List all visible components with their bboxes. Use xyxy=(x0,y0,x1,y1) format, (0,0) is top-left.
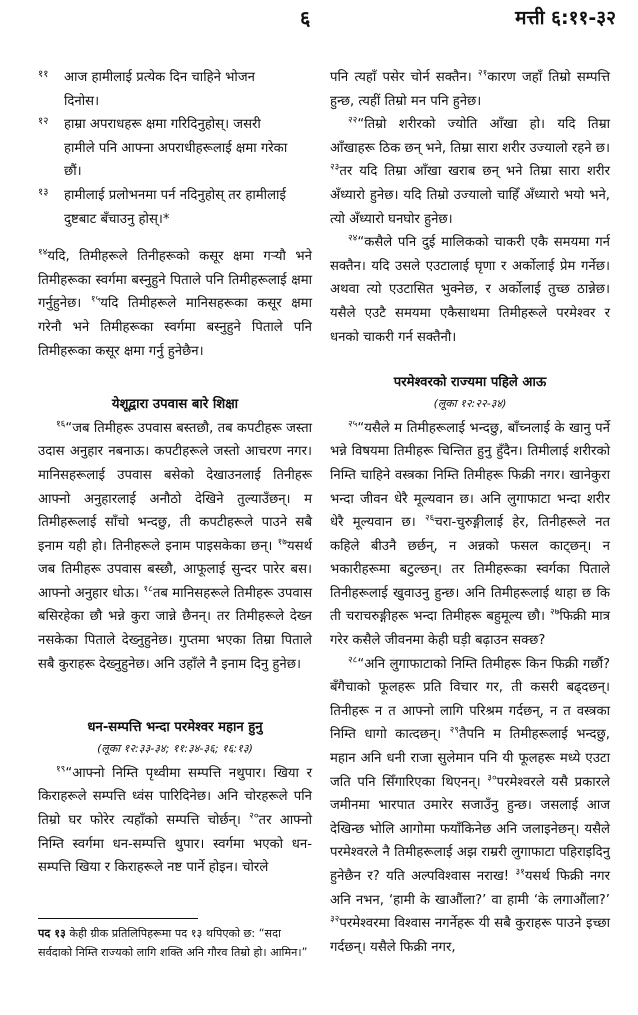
prayer-text: हाम्रा अपराधहरू क्षमा गरिदिनुहोस्। जसरी हामीले पनि आफ्ना अपराधीहरूलाई क्षमा गरेका छौं। xyxy=(64,117,288,180)
verse-text: चरा-चुरुङ्गीलाई हेर, तिनीहरूले नत कहिले बीउनै छर्छन्, न अन्नको फसल काट्छन्। न भकारीहरूमा बटुल्छन्। तर तिमीहरूका स्वर्गका पिताले तिनीहरूलाई खुवाउनु हुन्छ। अनि तिमीहरूलाई थाहा छ कि ती चराचरुङ्गीहरू भन्दा तिमीहरू बहुमूल्य छौ। xyxy=(330,515,610,625)
verse-number: २७ xyxy=(549,608,560,619)
verse-number: १३ xyxy=(38,186,49,198)
verse-number: ३२ xyxy=(330,914,340,925)
cross-reference: (लूका १२:२२-३४) xyxy=(433,396,507,410)
paragraph-28-32 xyxy=(330,653,610,960)
prayer-text: आज हामीलाई प्रत्येक दिन चाहिने भोजन दिनोस। xyxy=(64,70,255,109)
paragraph-24 xyxy=(330,231,610,349)
verse-number: २८ xyxy=(348,655,358,666)
verse-text: परमेश्वरमा विश्वास नगर्नेहरू यी सबै कुराहरू पाउने इच्छा गर्दछन्। यसैले फिक्री नगर, xyxy=(330,916,610,955)
verse-number: २४ xyxy=(348,233,358,244)
paragraph-21 xyxy=(330,66,610,113)
verse-text: पनि त्यहाँ पसेर चोर्न सक्तैन। xyxy=(330,70,472,85)
verse-text: “जब तिमीहरू उपवास बस्तछौ, तब कपटीहरू जस्ता उदास अनुहार नबनाऊ। कपटीहरूले जस्तो आचरण नगर। मानिसहरूलाई उपवास बसेको देखाउनलाई तिनीहरू आफ्नो अनुहारलाई अनौठो देखिने तुल्याउँछन्। म तिमीहरूलाई साँचो भन्दछु, ती कपटीहरूले पाउने सबै इनाम यही हो। तिनीहरूले इनाम पाइसकेका छन्। xyxy=(38,420,312,554)
paragraph-14-15 xyxy=(38,245,312,363)
running-head: मत्ती ६:११-३२ xyxy=(515,7,616,29)
verse-number: २६ xyxy=(424,513,435,524)
verse-number: २९ xyxy=(449,726,459,737)
verse-number: २२ xyxy=(348,115,358,126)
verse-number: ३० xyxy=(487,773,497,784)
cross-reference: (लूका १२:३३-३४; ११:३४-३६; १६:१३) xyxy=(97,741,253,755)
left-column xyxy=(38,66,312,880)
verse-number: १२ xyxy=(38,116,49,128)
verse-text: “यसैले म तिमीहरूलाई भन्दछु, बाँच्नलाई के खानु पर्ने भन्ने विषयमा तिमीहरू चिन्तित हुनु हुँदैन। तिमीलाई शरीरको निम्ति चाहिने वस्त्रका निम्ति तिमीहरू फिक्री नगर। खानेकुरा भन्दा जीवन धेरै मूल्यवान छ। अनि लुगाफाटा भन्दा शरीर धेरै मूल्यवान छ। xyxy=(330,420,610,531)
footnote-divider xyxy=(38,918,198,919)
page-number: ६ xyxy=(300,6,311,30)
footnote-text: केही ग्रीक प्रतिलिपिहरूमा पद १३ थपिएको छ: “सदा सर्वदाको निम्ति राज्यको लागि शक्ति अनि गौरव तिम्रो हो। आमिन।” xyxy=(38,927,308,959)
section-heading-fasting: येशूद्वारा उपवास बारे शिक्षा xyxy=(111,397,239,413)
verse-text: यसर्थ जब तिमीहरू उपवास बस्छौ, आफूलाई सुन्दर पारेर बस। आफ्नो अनुहार धोऊ। xyxy=(38,538,312,601)
verse-number: ३१ xyxy=(515,867,525,878)
verse-text: परमेश्वरले यसै प्रकारले जमीनमा भारपात उमारेर सजाउँनु हुन्छ। जसलाई आज देखिन्छ भोलि आगोमा फयाँकिनेछ अनि जलाइनेछन्। यसैले परमेश्वरले नै तिमीहरूलाई अझ राम्ररी लुगाफाटा पहिराइदिनु हुनेछैन र? यति अल्पविश्वास नराख! xyxy=(330,774,610,884)
section-heading-kingdom: परमेश्वरको राज्यमा पहिले आऊ xyxy=(393,375,547,391)
verse-number: २३ xyxy=(330,162,340,173)
verse-text: तैपनि म तिमीहरूलाई भन्दछु, महान अनि धनी राजा सुलेमान पनि यी फूलहरू मध्ये एउटा जति पनि सिँगारिएका थिएनन्। xyxy=(330,727,610,790)
verse-number: १७ xyxy=(277,537,287,548)
verse-number: १५ xyxy=(90,294,101,305)
prayer-verse-11 xyxy=(38,66,312,113)
verse-number: १८ xyxy=(143,584,153,595)
verse-text: तब मानिसहरूले तिमीहरू उपवास बसिरहेका छौ भन्ने कुरा जान्ने छैनन्। तर तिमीहरूले देख्न नसकेका पिताले देख्नुहुनेछ। गुप्तमा भएका तिम्रा पिताले सबै कुराहरू देख्नुहुनेछ। अनि उहाँले नै इनाम दिनु हुनेछ। xyxy=(38,585,312,672)
prayer-text: हामीलाई प्रलोभनमा पर्न नदिनुहोस् तर हामीलाई दुष्टबाट बँचाउनु होस्।* xyxy=(64,187,286,227)
verse-text: यसर्थ फिक्री नगर अनि नभन, ‘हामी के खाऔंला?’ वा हामी ‘के लगाऔंला?’ xyxy=(330,869,610,908)
verse-number: २१ xyxy=(477,68,488,79)
verse-text: “तिम्रो शरीरको ज्योति आँखा हो। यदि तिम्रा आँखाहरू ठिक छन् भने, तिम्रा सारा शरीर उज्यालो रहने छ। xyxy=(330,117,610,156)
verse-number: २० xyxy=(249,811,259,822)
verse-number: १४ xyxy=(38,247,48,258)
verse-text: “अनि लुगाफाटाको निम्ति तिमीहरू किन फिक्री गर्छौ? बँगैचाको फूलहरू प्रति विचार गर, ती कसरी बढ्दछन्। तिनीहरू न त आफ्नो लागि परिश्रम गर्दछन्, न त वस्त्रका निम्ति धागो कात्दछन्। xyxy=(330,656,610,743)
footnote-label: पद १३ xyxy=(38,927,66,940)
prayer-verse-12 xyxy=(38,113,312,184)
prayer-verse-13 xyxy=(38,184,312,231)
section-heading-treasure: धन-सम्पत्ति भन्दा परमेश्वर महान हुनु xyxy=(87,720,263,736)
verse-number: १९ xyxy=(56,764,66,775)
verse-number: ११ xyxy=(38,69,49,80)
verse-text: कारण जहाँ तिम्रो सम्पत्ति हुन्छ, त्यहीं तिम्रो मन पनि हुनेछ। xyxy=(330,70,610,109)
paragraph-22-23 xyxy=(330,113,610,231)
footnote xyxy=(38,924,312,962)
right-column xyxy=(330,66,610,959)
verse-text: तर आफ्नो निम्ति स्वर्गमा धन-सम्पत्ति थुपार। स्वर्गमा भएको धन-सम्पत्ति खिया र किराहरूले नष्ट पार्ने होइन। चोरले xyxy=(38,813,312,876)
verse-number: १६ xyxy=(56,419,66,430)
verse-number: २५ xyxy=(348,419,358,430)
verse-text: यदि, तिमीहरूले तिनीहरूको कसूर क्षमा गऱ्यौ भने तिमीहरूका स्वर्गमा बस्नुहुने पिताले पनि तिमीहरूलाई क्षमा गर्नुहुनेछ। xyxy=(38,249,312,312)
paragraph-19-20 xyxy=(38,762,312,880)
verse-text: फिक्री मात्र गरेर कसैले जीवनमा केही घड़ी बढ़ाउन सक्छ? xyxy=(330,609,610,649)
paragraph-16-18 xyxy=(38,417,312,677)
verse-text: “आफ्नो निम्ति पृथ्वीमा सम्पत्ति नथुपार। खिया र किराहरूले सम्पत्ति ध्वंस पारिदिनेछ। अनि चोरहरूले पनि तिम्रो घर फोरेर त्यहाँको सम्पत्ति चोर्छन्। xyxy=(38,765,312,829)
verse-text: यदि तिमीहरूले मानिसहरूका कसूर क्षमा गरेनौ भने तिमीहरूका स्वर्गमा बस्नुहुने पिताले पनि तिमीहरूका कसूर क्षमा गर्नु हुनेछैन। xyxy=(38,296,312,359)
verse-text: “कसैले पनि दुई मालिकको चाकरी एकै समयमा गर्न सक्तैन। यदि उसले एउटालाई घृणा र अर्कोलाई प्रेम गर्नेछ। अथवा त्यो एउटासित भुक्नेछ, र अर्कोलाई तुच्छ ठान्नेछ। यसैले एउटै समयमा एकैसाथमा तिमीहरूले परमेश्वर र धनको चाकरी गर्न सक्तैनौ। xyxy=(330,235,610,345)
verse-text: तर यदि तिम्रा आँखा खराब छन् भने तिम्रा सारा शरीर अँध्यारो हुनेछ। यदि तिम्रो उज्यालो चाहिँ अँध्यारो भयो भने, त्यो अँध्यारो घनघोर हुनेछ। xyxy=(330,164,610,227)
paragraph-25-27 xyxy=(330,417,610,653)
